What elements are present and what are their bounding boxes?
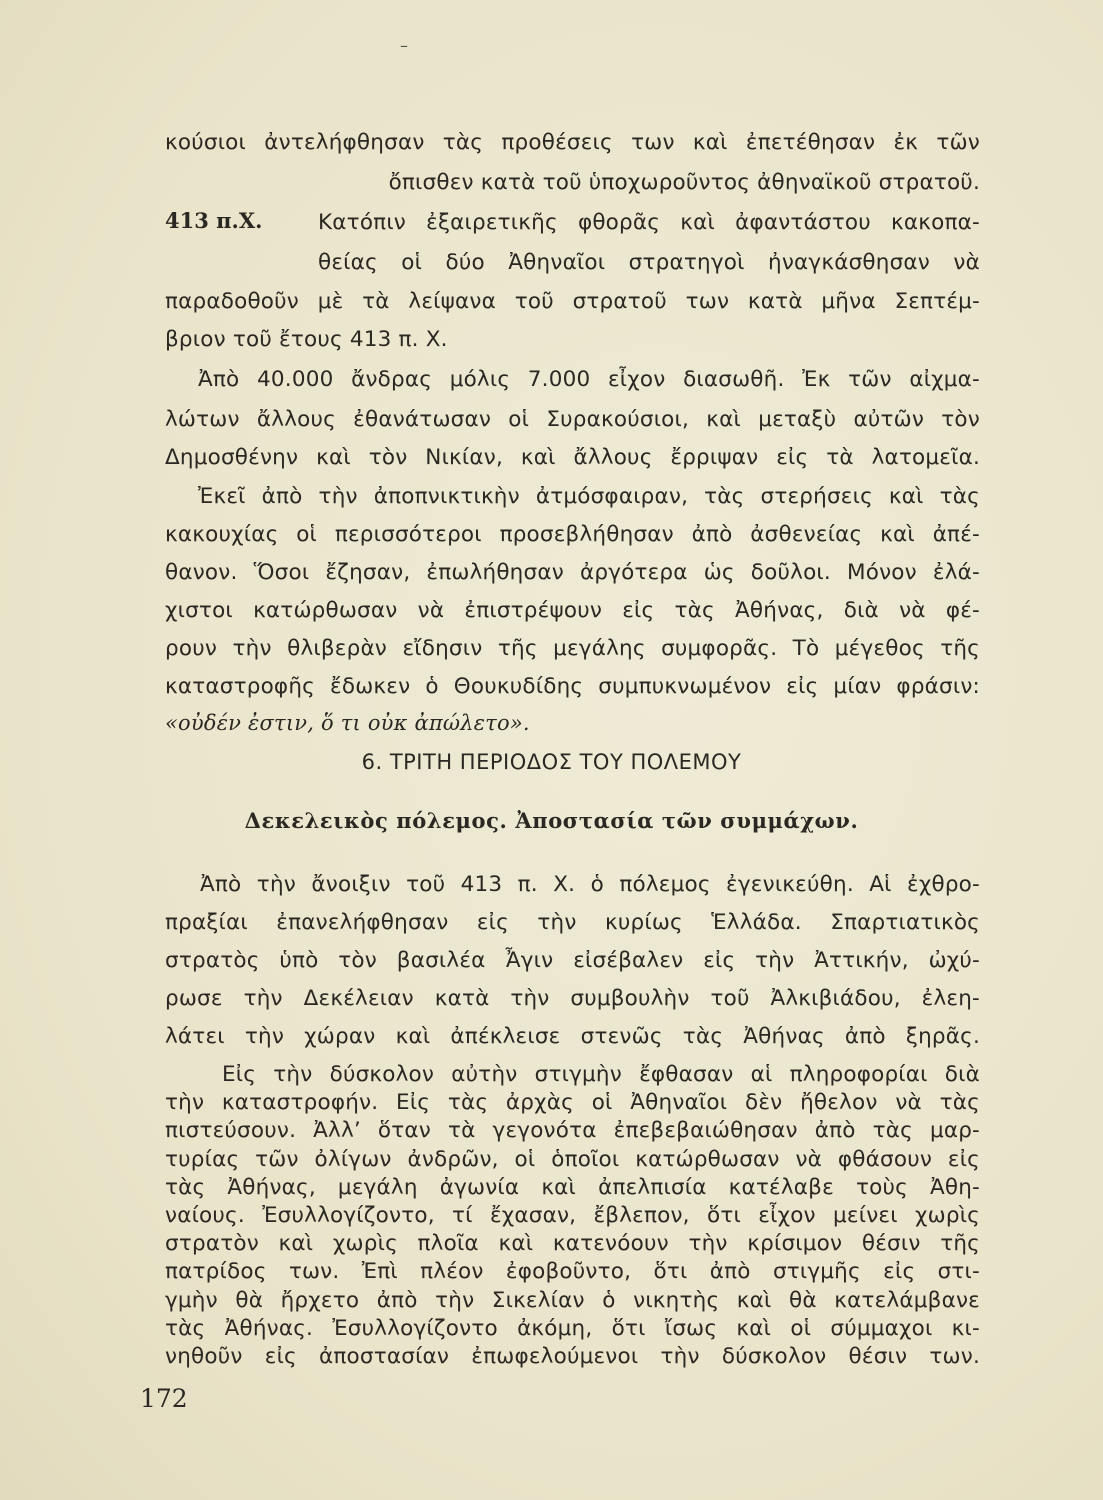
text-line: Ἐκεῖ ἀπὸ τὴν ἀποπνικτικὴν ἀτμόσφαιραν, τὰς στερήσεις καὶ τὰς [198, 484, 980, 509]
text-line: Ἀπὸ τὴν ἄνοιξιν τοῦ 413 π. Χ. ὁ πόλεμος ἐγενικεύθη. Αἱ ἐχθρο- [200, 872, 980, 897]
text-line: κακουχίας οἱ περισσότεροι προσεβλήθησαν ἀπὸ ἀσθενείας καὶ ἀπέ- [165, 522, 980, 547]
text-line: τὴν καταστροφήν. Εἰς τὰς ἀρχὰς οἱ Ἀθηναῖοι δὲν ἤθελον νὰ τὰς [165, 1090, 980, 1115]
text-line: Ἀπὸ 40.000 ἄνδρας μόλις 7.000 εἶχον διασωθῆ. Ἐκ τῶν αἰχμα- [198, 367, 980, 392]
margin-date-label: 413 π.Χ. [165, 208, 263, 233]
text-line: ναίους. Ἐσυλλογίζοντο, τί ἔχασαν, ἔβλεπον, ὅτι εἶχον μείνει χωρὶς [165, 1203, 980, 1228]
text-line: τὰς Ἀθήνας. Ἐσυλλογίζοντο ἀκόμη, ὅτι ἴσως καὶ οἱ σύμμαχοι κι- [165, 1316, 980, 1341]
text-line: Δημοσθένην καὶ τὸν Νικίαν, καὶ ἄλλους ἔρριψαν εἰς τὰ λατομεῖα. [165, 445, 980, 470]
text-line: βριον τοῦ ἔτους 413 π. Χ. [165, 327, 448, 352]
top-tick-mark: – [400, 36, 408, 55]
text-line: γμὴν θὰ ἤρχετο ἀπὸ τὴν Σικελίαν ὁ νικητὴς καὶ θὰ κατελάμβανε [165, 1288, 980, 1313]
text-line: τυρίας τῶν ὀλίγων ἀνδρῶν, οἱ ὁποῖοι κατώρθωσαν νὰ φθάσουν εἰς [165, 1147, 980, 1172]
text-line: πιστεύσουν. Ἀλλ’ ὅταν τὰ γεγονότα ἐπεβεβαιώθησαν ἀπὸ τὰς μαρ- [165, 1118, 980, 1143]
text-line: θανον. Ὅσοι ἔζησαν, ἐπωλήθησαν ἀργότερα ὡς δοῦλοι. Μόνον ἐλά- [165, 560, 980, 585]
section-subtitle: Δεκελεικὸς πόλεμος. Ἀποστασία τῶν συμμάχων. [244, 808, 859, 833]
page-number: 172 [140, 1384, 188, 1413]
section-title: 6. ΤΡΙΤΗ ΠΕΡΙΟΔΟΣ ΤΟΥ ΠΟΛΕΜΟΥ [361, 750, 742, 774]
text-line: στρατὸν καὶ χωρὶς πλοῖα καὶ κατενόουν τὴν κρίσιμον θέσιν τῆς [165, 1231, 980, 1256]
text-line: κούσιοι ἀντελήφθησαν τὰς προθέσεις των καὶ ἐπετέθησαν ἐκ τῶν [165, 130, 980, 155]
text-line: ρωσε τὴν Δεκέλειαν κατὰ τὴν συμβουλὴν τοῦ Ἀλκιβιάδου, ἐλεη- [165, 986, 980, 1011]
thucydides-quote: «οὐδέν ἐστιν, ὅ τι οὐκ ἀπώλετο». [165, 711, 530, 735]
text-line: στρατὸς ὑπὸ τὸν βασιλέα Ἆγιν εἰσέβαλεν εἰς τὴν Ἀττικήν, ὠχύ- [165, 948, 980, 973]
text-line: θείας οἱ δύο Ἀθηναῖοι στρατηγοὶ ἠναγκάσθησαν νὰ [318, 250, 980, 275]
text-line: τὰς Ἀθήνας, μεγάλη ἀγωνία καὶ ἀπελπισία κατέλαβε τοὺς Ἀθη- [165, 1175, 980, 1200]
text-line: λώτων ἄλλους ἐθανάτωσαν οἱ Συρακούσιοι, καὶ μεταξὺ αὐτῶν τὸν [165, 407, 980, 432]
text-line: παραδοθοῦν μὲ τὰ λείψανα τοῦ στρατοῦ των κατὰ μῆνα Σεπτέμ- [165, 289, 980, 314]
text-line: χιστοι κατώρθωσαν νὰ ἐπιστρέψουν εἰς τὰς Ἀθήνας, διὰ νὰ φέ- [165, 598, 980, 623]
text-line: Κατόπιν ἐξαιρετικῆς φθορᾶς καὶ ἀφαντάστου κακοπα- [318, 210, 980, 235]
text-line: καταστροφῆς ἔδωκεν ὁ Θουκυδίδης συμπυκνωμένον εἰς μίαν φράσιν: [165, 674, 980, 699]
text-line: λάτει τὴν χώραν καὶ ἀπέκλεισε στενῶς τὰς Ἀθήνας ἀπὸ ξηρᾶς. [165, 1024, 980, 1049]
text-line: ὄπισθεν κατὰ τοῦ ὑποχωροῦντος ἀθηναϊκοῦ στρατοῦ. [388, 170, 980, 195]
text-line: πραξίαι ἐπανελήφθησαν εἰς τὴν κυρίως Ἑλλάδα. Σπαρτιατικὸς [165, 910, 980, 935]
text-line: Εἰς τὴν δύσκολον αὐτὴν στιγμὴν ἔφθασαν αἱ πληροφορίαι διὰ [222, 1062, 980, 1087]
text-line: νηθοῦν εἰς ἀποστασίαν ἐπωφελούμενοι τὴν δύσκολον θέσιν των. [165, 1344, 980, 1369]
text-line: ρουν τὴν θλιβερὰν εἴδησιν τῆς μεγάλης συμφορᾶς. Τὸ μέγεθος τῆς [165, 636, 980, 661]
text-line: πατρίδος των. Ἐπὶ πλέον ἐφοβοῦντο, ὅτι ἀπὸ στιγμῆς εἰς στι- [165, 1259, 980, 1284]
